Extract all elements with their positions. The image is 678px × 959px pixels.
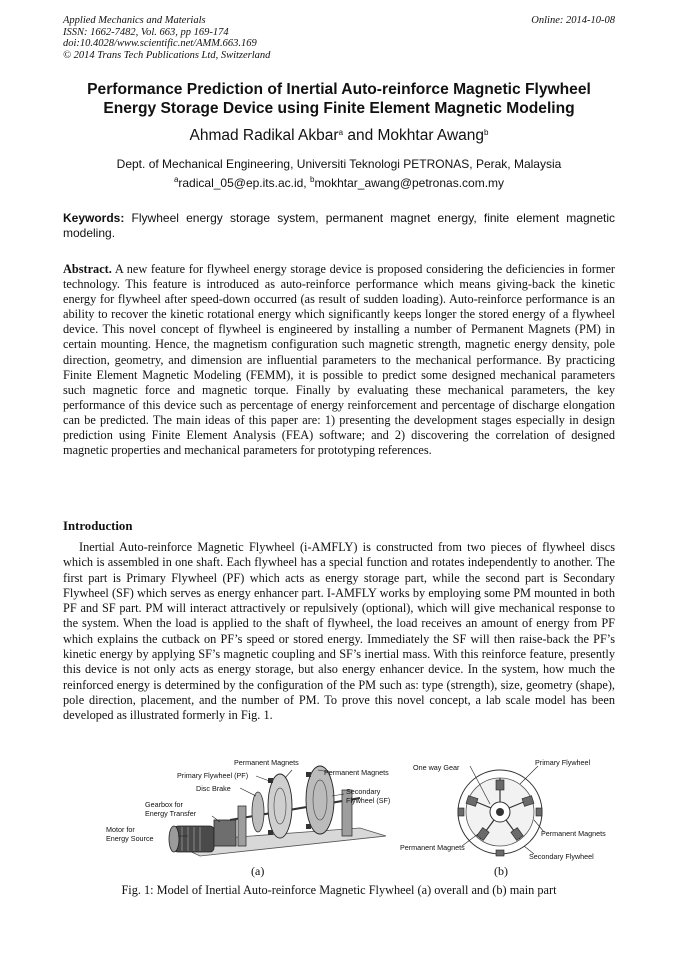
author-1-sup: a <box>338 128 344 137</box>
title-line-2: Energy Storage Device using Finite Element Magnetic Modeling <box>103 100 575 117</box>
introduction-heading: Introduction <box>63 519 133 533</box>
email-a: radical_05@ep.its.ac.id, <box>178 176 310 190</box>
keywords-text: Flywheel energy storage system, permanent magnet energy, finite element magnetic modeling. <box>63 211 615 240</box>
label-secondary-line-1: Secondary <box>346 787 381 796</box>
primary-flywheel-shape <box>268 774 292 838</box>
gearbox-shape <box>214 820 236 846</box>
email-a-sup: a <box>173 175 179 184</box>
issn-line: ISSN: 1662-7482, Vol. 663, pp 169-174 <box>63 26 229 38</box>
author-1: Ahmad Radikal Akbar <box>189 127 339 144</box>
keywords-label: Keywords: <box>63 211 125 225</box>
label-secondary-flywheel-b: Secondary Flywheel <box>529 852 594 861</box>
copyright-line: © 2014 Trans Tech Publications Ltd, Switzerland <box>63 49 271 61</box>
journal-header <box>63 15 270 61</box>
label-secondary-line-2: Flywheel (SF) <box>346 796 391 805</box>
shaft-shape <box>230 798 360 820</box>
label-permanent-magnets-a-right: Permanent Magnets <box>324 768 389 777</box>
subfigure-a-label: (a) <box>251 864 265 878</box>
label-primary-flywheel-b: Primary Flywheel <box>535 758 591 767</box>
abstract-block <box>63 262 615 458</box>
label-permanent-magnets-a-top: Permanent Magnets <box>234 758 299 767</box>
label-primary-flywheel-a: Primary Flywheel (PF) <box>177 771 249 780</box>
doi-line: doi:10.4028/www.scientific.net/AMM.663.169 <box>63 38 257 50</box>
label-disc-brake: Disc Brake <box>196 784 231 793</box>
figure-caption: Fig. 1: Model of Inertial Auto-reinforce Magnetic Flywheel (a) overall and (b) main part <box>121 883 557 897</box>
introduction-paragraph: Inertial Auto-reinforce Magnetic Flywheel (i-AMFLY) is constructed from two pieces of flywheel discs which is assembled in one shaft. Each flywheel has a special function and rotates independently to another. The first part is Primary Flywheel (PF) which acts as energy storage part, while the second part is Secondary Flywheel (SF) which serves as energy enhancer part. I-AMFLY works by employing some PM mounted in both PF and SF part. PM will interact attractively or repulsively (optional), which will give mechanical response to the system. When the load is applied to the shaft of flywheel, the load receives an amount of energy from PF which explains the cutback on PF’s speed or stored energy. Immediately the SF will then raise-back the PF’s kinetic energy by applying SF’s magnetic coupling and SF’s inertial mass. With this reinforce feature, presently this device is not only acts as energy storage, but also energy enhancer device. In the system, how much the reinforced energy is determined by the configuration of the PM such as: type (strength), size, geometry (shape), pole direction, placement, and the number of PM. To prove this novel concept, a lab scale model has been developed as illustrated formerly in Fig. 1. <box>63 540 615 723</box>
label-permanent-magnets-b-right: Permanent Magnets <box>541 829 606 838</box>
label-one-way-gear: One way Gear <box>413 763 460 772</box>
online-date: Online: 2014-10-08 <box>531 15 615 26</box>
disc-brake-shape <box>252 792 264 832</box>
abstract-label: Abstract. <box>63 262 112 276</box>
label-gearbox <box>145 800 196 818</box>
paper-title <box>40 80 638 118</box>
email-b-sup: b <box>309 175 315 184</box>
email-b: mokhtar_awang@petronas.com.my <box>314 176 505 190</box>
label-motor-line-1: Motor for <box>106 825 135 834</box>
label-motor <box>106 825 154 843</box>
keywords-block <box>63 211 615 241</box>
abstract-text: A new feature for flywheel energy storage device is proposed considering the deficiencies in former technology. This feature is introduced as auto-reinforce performance which means giving-back the kinetic energy for flywheel after speed-down occurred (as result of sudden loading). Auto-reinforce performance is an ability to recover the kinetic rotational energy which significantly keeps longer the stored energy of a flywheel device. This novel concept of flywheel is engineered by installing a number of Permanent Magnets (PM) in certain mounting. Hence, the magnetism configuration such magnetic strength, magnetic energy density, pole direction, geometry, and dimension are influential parameters to the mechanical performance. By practicing Finite Element Magnetic Modeling (FEMM), it is possible to predict some designed mechanical parameters such magnetic force and magnetic torque. Finally by evaluating these mechanical parameters, the key performance of this device such as percentage of energy reinforcement and percentage of discharge elongation can be predicted. The main ideas of this paper are: 1) presenting the development stages especially in design prediction using Finite Element Analysis (FEA) software; and 2) discovering the correlation of designed magnetic properties and mechanical parameters for prototyping references. <box>63 262 615 458</box>
motor-shape <box>169 826 214 852</box>
email-line <box>40 176 638 190</box>
author-line <box>40 127 638 145</box>
shaft-center <box>496 808 504 816</box>
label-motor-line-2: Energy Source <box>106 834 154 843</box>
label-gearbox-line-2: Energy Transfer <box>145 809 197 818</box>
label-gearbox-line-1: Gearbox for <box>145 800 183 809</box>
label-permanent-magnets-b-left: Permanent Magnets <box>400 843 465 852</box>
subfigure-b-label: (b) <box>494 864 508 878</box>
author-2-sup: b <box>484 128 489 137</box>
journal-name: Applied Mechanics and Materials <box>63 15 206 26</box>
label-secondary-flywheel-a <box>346 787 390 805</box>
title-line-1: Performance Prediction of Inertial Auto-reinforce Magnetic Flywheel <box>87 81 591 98</box>
author-2: and Mokhtar Awang <box>343 127 485 144</box>
affiliation: Dept. of Mechanical Engineering, Universiti Teknologi PETRONAS, Perak, Malaysia <box>116 157 562 171</box>
bearing-support <box>238 806 246 846</box>
